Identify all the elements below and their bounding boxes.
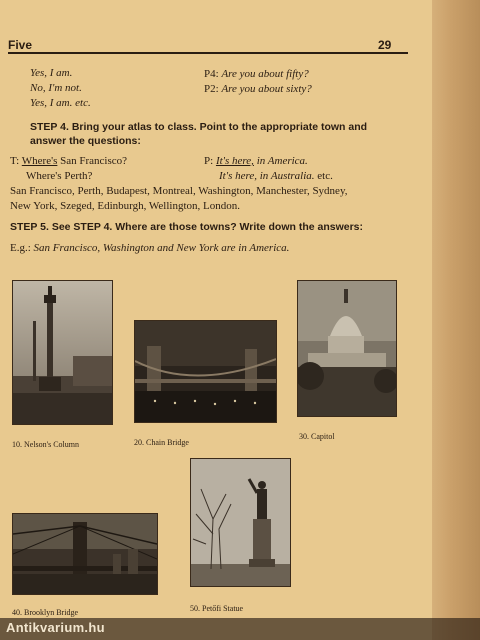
underlined-word: Where's xyxy=(21,155,58,167)
teacher-label: T: xyxy=(10,155,20,167)
example-prefix: E.g.: xyxy=(10,242,31,254)
towns-list-line: New York, Szeged, Edinburgh, Wellington, London. xyxy=(10,200,241,212)
nelsons-column-photo xyxy=(12,280,113,425)
photo-caption: 20. Chain Bridge xyxy=(134,438,189,447)
watermark-logo: Antikvarium.hu xyxy=(6,620,105,635)
teacher-question-1 xyxy=(10,155,127,167)
underlined-phrase: It's here, xyxy=(215,155,254,167)
answer-text: in America. xyxy=(253,155,308,167)
example-sentence xyxy=(10,242,289,254)
chapter-title: Five xyxy=(8,38,33,52)
dialog-left-line: Yes, I am. xyxy=(30,67,73,79)
pupil-answer-1 xyxy=(204,155,308,167)
page-number: 29 xyxy=(378,38,392,52)
answer-text: It's here, in Australia. xyxy=(219,170,315,182)
towns-list-line: San Francisco, Perth, Budapest, Montreal, Washington, Manchester, Sydney, xyxy=(10,185,348,197)
photo-caption: 40. Brooklyn Bridge xyxy=(12,608,78,617)
photo-caption: 10. Nelson's Column xyxy=(12,440,79,449)
speaker-label: P4: xyxy=(204,68,219,80)
dialog-right-line xyxy=(204,83,312,95)
chain-bridge-photo xyxy=(134,320,277,423)
dialog-left-line: No, I'm not. xyxy=(30,82,82,94)
photo-caption: 50. Petőfi Statue xyxy=(190,604,244,613)
dialog-text: Are you about fifty? xyxy=(221,68,309,80)
question-text: San Francisco? xyxy=(57,155,128,167)
example-text: San Francisco, Washington and New York are in America. xyxy=(33,242,290,254)
book-spine xyxy=(432,0,480,640)
step5-instruction: STEP 5. See STEP 4. Where are those towns? Write down the answers: xyxy=(10,221,364,233)
step4-instruction: STEP 4. Bring your atlas to class. Point to the appropriate town and xyxy=(30,121,368,133)
capitol-photo xyxy=(297,280,397,417)
pupil-answer-2 xyxy=(219,170,333,182)
petofi-statue-photo xyxy=(190,458,291,587)
speaker-label: P2: xyxy=(204,83,219,95)
header-rule xyxy=(8,52,408,54)
step4-instruction-cont: answer the questions: xyxy=(30,135,141,147)
photo-caption: 30. Capitol xyxy=(299,432,335,441)
dialog-text: Are you about sixty? xyxy=(221,83,312,95)
dialog-left-line: Yes, I am. etc. xyxy=(30,97,91,109)
pupil-label: P: xyxy=(204,155,214,167)
teacher-question-2: Where's Perth? xyxy=(26,170,93,182)
brooklyn-bridge-photo xyxy=(12,513,158,595)
answer-suffix: etc. xyxy=(314,170,333,182)
dialog-right-line xyxy=(204,68,309,80)
